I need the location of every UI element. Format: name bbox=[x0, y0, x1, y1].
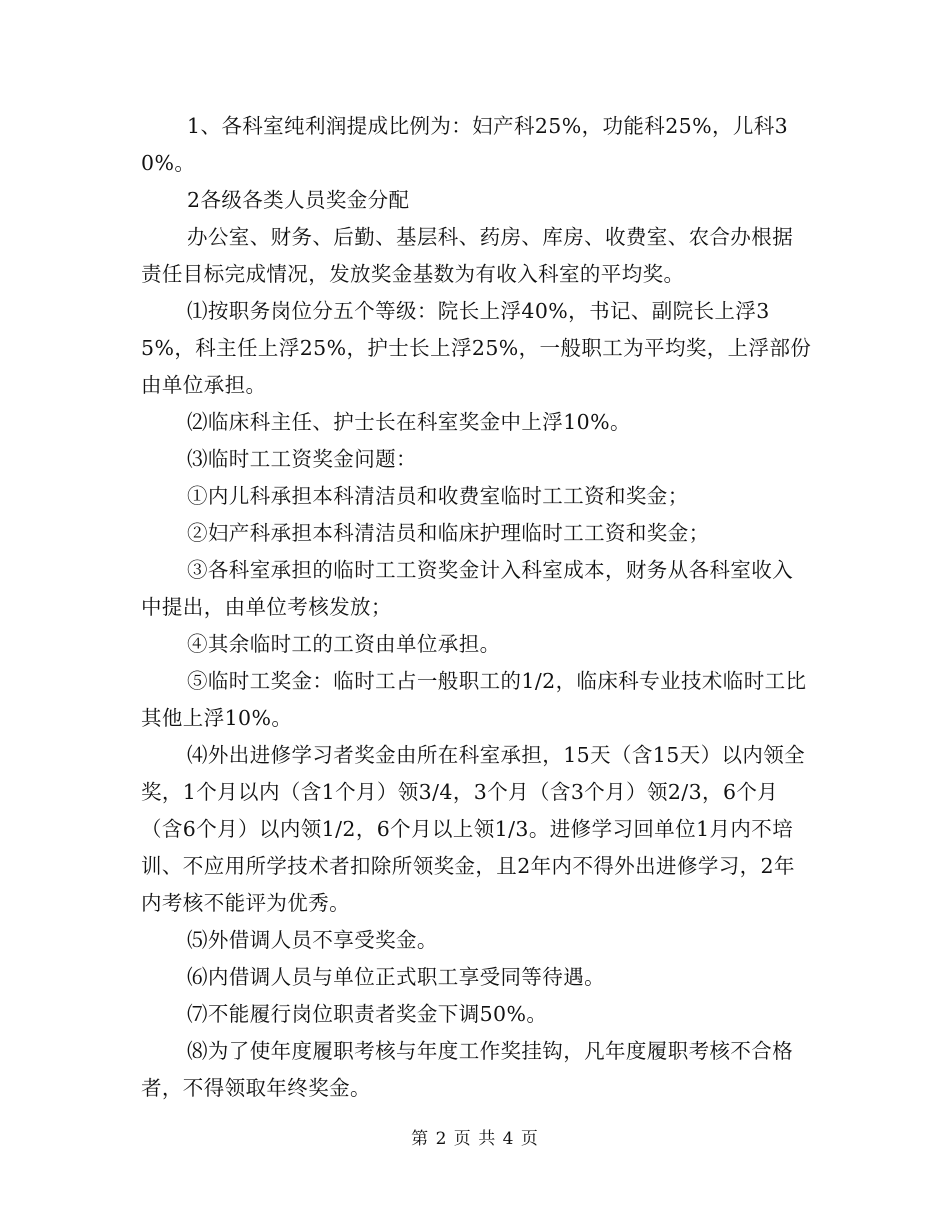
paragraph-subitem-3: ③各科室承担的临时工工资奖金计入科室成本，财务从各科室收入中提出，由单位考核发放； bbox=[141, 558, 794, 619]
paragraph-subitem-4: ④其余临时工的工资由单位承担。 bbox=[187, 632, 501, 656]
paragraph-item-5: ⑸外借调人员不享受奖金。 bbox=[187, 928, 438, 952]
page-number-footer: 第 2 页 共 4 页 bbox=[411, 1129, 539, 1149]
paragraph-subitem-2: ②妇产科承担本科清洁员和临床护理临时工工资和奖金； bbox=[187, 521, 710, 545]
paragraph-item-2: ⑵临床科主任、护士长在科室奖金中上浮10%。 bbox=[187, 410, 631, 434]
paragraph-item-1: ⑴按职务岗位分五个等级：院长上浮40%，书记、副院长上浮35%，科主任上浮25%，护士长上浮25%，一般职工为平均奖，上浮部份由单位承担。 bbox=[141, 299, 812, 397]
paragraph-item-4: ⑷外出进修学习者奖金由所在科室承担，15天（含15天）以内领全奖，1个月以内（含1个月）领3/4，3个月（含3个月）领2/3，6个月（含6个月）以内领1/2，6个月以上领1/3。进修学习回单位1月内不培训、不应用所学技术者扣除所领奖金，且2年内不得外出进修学习，2年内考核不能评为优秀。 bbox=[141, 743, 806, 915]
document-body bbox=[141, 108, 813, 1107]
paragraph-bonus-heading: 2各级各类人员奖金分配 bbox=[187, 188, 410, 212]
paragraph-item-3: ⑶临时工工资奖金问题： bbox=[187, 447, 417, 471]
paragraph-item-8: ⑻为了使年度履职考核与年度工作奖挂钩，凡年度履职考核不合格者，不得领取年终奖金。 bbox=[141, 1039, 794, 1100]
paragraph-subitem-5: ⑤临时工奖金：临时工占一般职工的1/2，临床科专业技术临时工比其他上浮10%。 bbox=[141, 669, 807, 730]
paragraph-item-7: ⑺不能履行岗位职责者奖金下调50%。 bbox=[187, 1002, 548, 1026]
paragraph-profit-ratio: 1、各科室纯利润提成比例为：妇产科25%，功能科25%，儿科30%。 bbox=[141, 114, 789, 175]
paragraph-admin-bonus: 办公室、财务、后勤、基层科、药房、库房、收费室、农合办根据责任目标完成情况，发放奖金基数为有收入科室的平均奖。 bbox=[141, 225, 794, 286]
paragraph-subitem-1: ①内儿科承担本科清洁员和收费室临时工工资和奖金； bbox=[187, 484, 689, 508]
paragraph-item-6: ⑹内借调人员与单位正式职工享受同等待遇。 bbox=[187, 965, 605, 989]
